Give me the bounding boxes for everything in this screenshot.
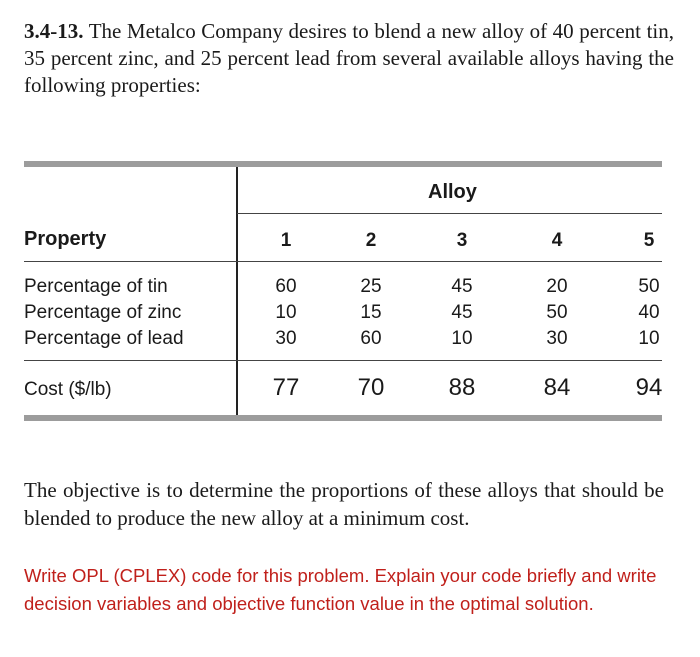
alloy-header-5: 5 <box>643 230 655 251</box>
objective-paragraph: The objective is to determine the proportions of these alloys that should be blended to produce the new alloy at a minimum cost. <box>24 478 664 530</box>
row-label-lead: Percentage of lead <box>24 328 184 349</box>
task-instructions: Write OPL (CPLEX) code for this problem. Explain your code briefly and write decision variables and objective function value in the optimal solution. <box>24 565 657 614</box>
table-column-divider <box>236 167 238 415</box>
tin-alloy-5: 50 <box>638 276 660 297</box>
cost-alloy-5: 94 <box>635 374 663 401</box>
problem-statement <box>24 18 674 99</box>
table-top-rule <box>24 161 662 167</box>
tin-alloy-1: 60 <box>275 276 297 297</box>
row-label-tin: Percentage of tin <box>24 276 168 297</box>
problem-number: 3.4-13. <box>24 19 84 43</box>
zinc-alloy-1: 10 <box>275 302 297 323</box>
tin-alloy-4: 20 <box>546 276 568 297</box>
lead-alloy-3: 10 <box>451 328 473 349</box>
lead-alloy-5: 10 <box>638 328 660 349</box>
alloy-header-2: 2 <box>365 230 377 251</box>
zinc-alloy-4: 50 <box>546 302 568 323</box>
zinc-alloy-3: 45 <box>451 302 473 323</box>
table-bottom-rule <box>24 415 662 421</box>
cost-alloy-4: 84 <box>543 374 571 401</box>
lead-alloy-1: 30 <box>275 328 297 349</box>
alloy-properties-table <box>24 161 662 421</box>
lead-alloy-2: 60 <box>360 328 382 349</box>
alloy-header-1: 1 <box>280 230 292 251</box>
cost-alloy-3: 88 <box>448 374 476 401</box>
lead-alloy-4: 30 <box>546 328 568 349</box>
row-label-zinc: Percentage of zinc <box>24 302 182 323</box>
cost-row-rule <box>24 360 662 361</box>
zinc-alloy-2: 15 <box>360 302 382 323</box>
alloy-group-header: Alloy <box>428 181 477 203</box>
tin-alloy-2: 25 <box>360 276 382 297</box>
alloy-header-4: 4 <box>551 230 563 251</box>
zinc-alloy-5: 40 <box>638 302 660 323</box>
alloy-header-rule <box>237 213 662 214</box>
cost-alloy-2: 70 <box>357 374 385 401</box>
tin-alloy-3: 45 <box>451 276 473 297</box>
header-bottom-rule <box>24 261 662 262</box>
alloy-header-3: 3 <box>456 230 468 251</box>
problem-text: The Metalco Company desires to blend a new alloy of 40 percent tin, 35 percent zinc, and 25 percent lead from several available alloys having the following properties: <box>24 19 674 97</box>
property-header: Property <box>24 228 107 250</box>
cost-alloy-1: 77 <box>272 374 300 401</box>
cost-label: Cost ($/lb) <box>24 379 112 400</box>
